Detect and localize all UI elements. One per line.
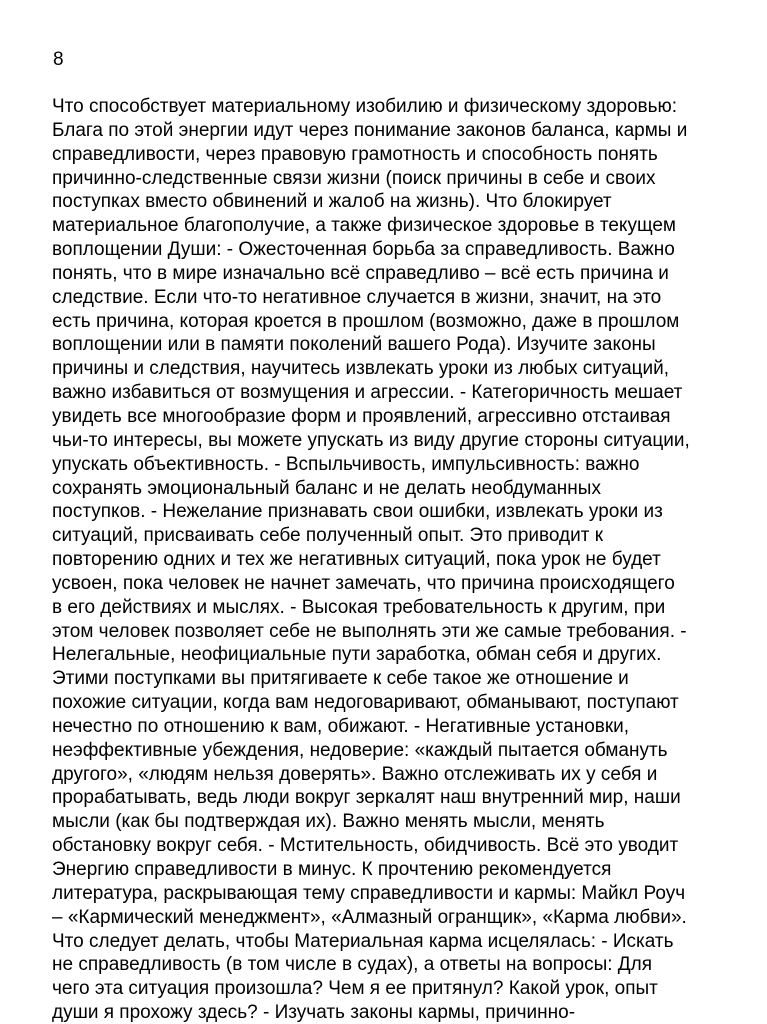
text-line: чьи-то интересы, вы можете упускать из виду другие стороны ситуации, [52, 429, 690, 451]
text-line: – «Кармический менеджмент», «Алмазный огранщик», «Карма любви». [52, 906, 687, 928]
text-line: следствие. Если что-то негативное случается в жизни, значит, на это [52, 286, 662, 308]
text-line: другого», «людям нельзя доверять». Важно отслеживать их у себя и [52, 763, 658, 785]
text-line: Блага по этой энергии идут через понимание законов баланса, кармы и [52, 119, 688, 141]
text-line: поступках вместо обвинений и жалоб на жизнь). Что блокирует [52, 191, 612, 213]
text-line: души я прохожу здесь? - Изучать законы кармы, причинно- [52, 1002, 576, 1024]
text-line: поступков. - Нежелание признавать свои ошибки, извлекать уроки из [52, 501, 663, 523]
text-line: обстановку вокруг себя. - Мстительность, обидчивость. Всё это уводит [52, 835, 679, 857]
text-line: прорабатывать, ведь люди вокруг зеркалят наш внутренний мир, наши [52, 787, 681, 809]
text-line: чего эта ситуация произошла? Чем я ее притянул? Какой урок, опыт [52, 978, 658, 1000]
page-number: 8 [53, 49, 64, 70]
text-line: материальное благополучие, а также физическое здоровье в текущем [52, 215, 676, 237]
text-line: Энергию справедливости в минус. К прочтению рекомендуется [52, 859, 612, 880]
text-line: литература, раскрывающая тему справедливости и кармы: Майкл Роуч [52, 882, 686, 904]
text-line: увидеть все многообразие форм и проявлений, агрессивно отстаивая [52, 405, 671, 427]
text-line: Что следует делать, чтобы Материальная карма исцелялась: - Искать [52, 930, 674, 952]
text-line: воплощении или в памяти поколений вашего Рода). Изучите законы [52, 334, 656, 356]
text-line: нечестно по отношению к вам, обижают. - Негативные установки, [52, 715, 630, 737]
text-line: ситуаций, присваивать себе полученный опыт. Это приводит к [52, 525, 604, 547]
text-line: этом человек позволяет себе не выполнять эти же самые требования. - [52, 620, 687, 642]
text-line: не справедливость (в том числе в судах), а ответы на вопросы: Для [52, 954, 653, 976]
text-line: упускать объективность. - Вспыльчивость, импульсивность: важно [52, 453, 640, 475]
text-line: похожие ситуации, когда вам недоговаривают, обманывают, поступают [52, 692, 679, 714]
text-line: Этими поступками вы притягиваете к себе такое же отношение и [52, 668, 629, 690]
text-line: воплощении Души: - Ожесточенная борьба за справедливость. Важно [52, 239, 675, 261]
text-line: в его действиях и мыслях. - Высокая требовательность к другим, при [52, 596, 666, 618]
text-line: важно избавиться от возмущения и агрессии. - Категоричность мешает [52, 382, 683, 404]
text-line: мысли (как бы подтверждая их). Важно менять мысли, менять [52, 811, 605, 833]
text-line: повторению одних и тех же негативных ситуаций, пока урок не будет [52, 549, 661, 571]
text-line: сохранять эмоциональный баланс и не делать необдуманных [52, 477, 601, 499]
text-line: Нелегальные, неофициальные пути заработка, обман себя и других. [52, 644, 662, 666]
text-line: причинно-следственные связи жизни (поиск причины в себе и своих [52, 167, 656, 189]
text-line: справедливости, через правовую грамотность и способность понять [52, 143, 658, 165]
text-line: неэффективные убеждения, недоверие: «каждый пытается обмануть [52, 739, 668, 761]
body-text [52, 95, 752, 1024]
text-line: усвоен, пока человек не начнет замечать, что причина происходящего [52, 572, 675, 594]
text-line: есть причина, которая кроется в прошлом (возможно, даже в прошлом [52, 310, 680, 332]
text-line: Что способствует материальному изобилию и физическому здоровью: [52, 96, 678, 117]
text-line: понять, что в мире изначально всё справедливо – всё есть причина и [52, 262, 669, 284]
text-line: причины и следствия, научитесь извлекать уроки из любых ситуаций, [52, 358, 670, 380]
